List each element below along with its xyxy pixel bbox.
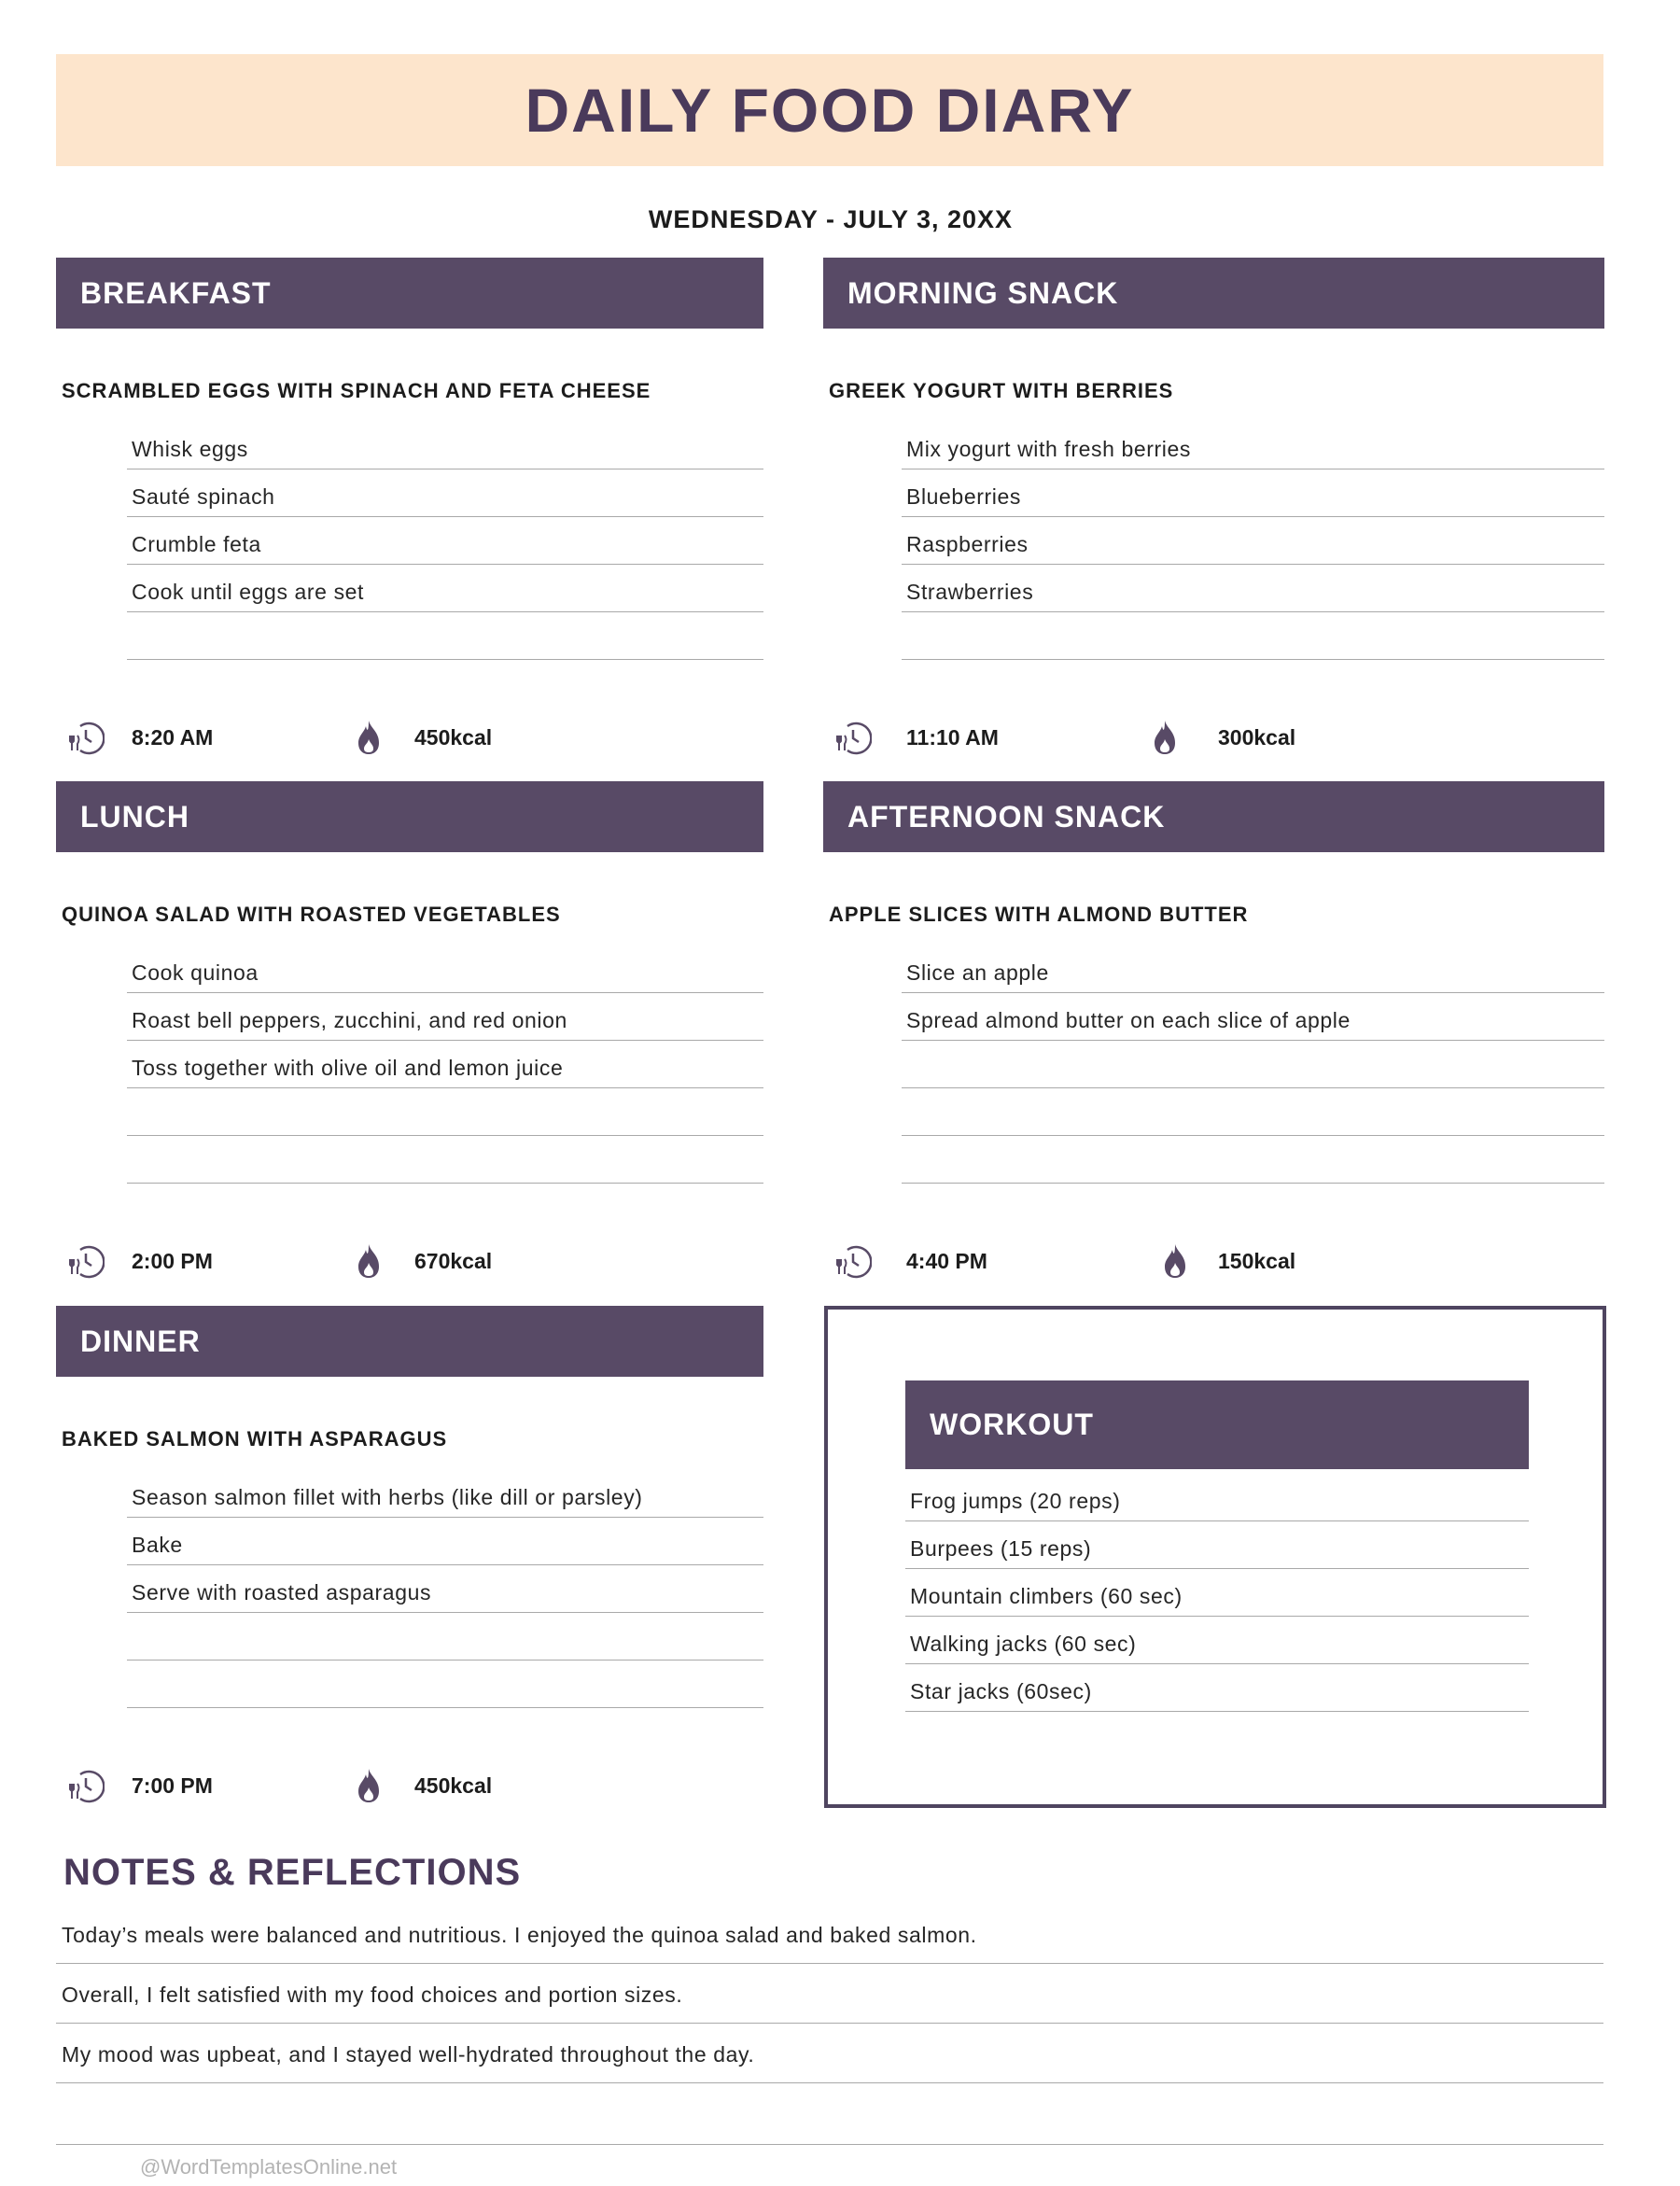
step-line[interactable]: Spread almond butter on each slice of apple [902,993,1604,1041]
step-line[interactable] [902,1088,1604,1136]
step-line[interactable] [127,1661,763,1708]
flame-icon [353,1767,385,1804]
meal-calories: 450kcal [414,725,493,750]
step-line[interactable]: Cook quinoa [127,946,763,993]
step-line[interactable]: Toss together with olive oil and lemon juice [127,1041,763,1088]
meal-calories: 670kcal [414,1249,493,1273]
lunch-dish: QUINOA SALAD WITH ROASTED VEGETABLES [62,903,561,926]
dinner-dish: BAKED SALMON WITH ASPARAGUS [62,1427,448,1450]
clock-cutlery-icon [67,719,105,756]
workout-items [905,1474,1529,1712]
flame-icon [353,719,385,756]
morning-snack-dish: GREEK YOGURT WITH BERRIES [829,379,1174,402]
step-line[interactable]: Mix yogurt with fresh berries [902,422,1604,469]
step-line[interactable] [902,612,1604,660]
step-line[interactable]: Sauté spinach [127,469,763,517]
meal-time: 11:10 AM [906,725,999,750]
lunch-meta [56,1242,763,1280]
step-line[interactable]: Roast bell peppers, zucchini, and red onion [127,993,763,1041]
title-banner [56,54,1603,166]
note-line[interactable]: My mood was upbeat, and I stayed well-hydrated throughout the day. [56,2024,1603,2083]
step-line[interactable]: Raspberries [902,517,1604,565]
dinner-header: DINNER [56,1306,763,1377]
lunch-header: LUNCH [56,781,763,852]
morning-snack-steps [902,422,1604,660]
flame-icon [1149,719,1181,756]
footer-divider [56,2144,1603,2145]
footer-credit: @WordTemplatesOnline.net [140,2155,398,2179]
dinner-section [56,1306,763,1798]
breakfast-steps [127,422,763,660]
step-line[interactable]: Blueberries [902,469,1604,517]
flame-icon [353,1242,385,1280]
lunch-section [56,781,763,1273]
meal-time: 8:20 AM [132,725,214,750]
workout-line[interactable]: Walking jacks (60 sec) [905,1617,1529,1664]
dinner-steps [127,1470,763,1708]
meal-calories: 300kcal [1218,725,1296,750]
step-line[interactable] [902,1136,1604,1184]
diary-date: WEDNESDAY - JULY 3, 20XX [648,205,1014,233]
workout-line[interactable]: Star jacks (60sec) [905,1664,1529,1712]
notes-title: NOTES & REFLECTIONS [63,1852,522,1893]
breakfast-section [56,258,763,750]
clock-cutlery-icon [834,1242,872,1280]
step-line[interactable] [127,1088,763,1136]
workout-line[interactable]: Mountain climbers (60 sec) [905,1569,1529,1617]
meal-calories: 150kcal [1218,1249,1296,1273]
morning-snack-section [823,258,1604,750]
notes-lines [56,1904,1603,2083]
dinner-meta [56,1767,763,1804]
note-line[interactable]: Overall, I felt satisfied with my food choices and portion sizes. [56,1964,1603,2024]
workout-header: WORKOUT [905,1380,1529,1469]
workout-line[interactable]: Burpees (15 reps) [905,1521,1529,1569]
meal-time: 4:40 PM [906,1249,987,1273]
step-line[interactable] [127,1613,763,1661]
meal-calories: 450kcal [414,1773,493,1798]
clock-cutlery-icon [67,1767,105,1804]
step-line[interactable]: Whisk eggs [127,422,763,469]
step-line[interactable]: Crumble feta [127,517,763,565]
breakfast-meta [56,719,763,756]
flame-icon [1159,1242,1191,1280]
step-line[interactable] [902,1041,1604,1088]
breakfast-dish: SCRAMBLED EGGS WITH SPINACH AND FETA CHEESE [62,379,651,402]
step-line[interactable]: Cook until eggs are set [127,565,763,612]
step-line[interactable] [127,1136,763,1184]
afternoon-snack-section [823,781,1604,1273]
step-line[interactable]: Strawberries [902,565,1604,612]
note-line[interactable]: Today’s meals were balanced and nutritious. I enjoyed the quinoa salad and baked salmon. [56,1904,1603,1964]
clock-cutlery-icon [67,1242,105,1280]
step-line[interactable]: Bake [127,1518,763,1565]
afternoon-snack-dish: APPLE SLICES WITH ALMOND BUTTER [829,903,1249,926]
morning-snack-header: MORNING SNACK [823,258,1604,329]
workout-line[interactable]: Frog jumps (20 reps) [905,1474,1529,1521]
step-line[interactable]: Serve with roasted asparagus [127,1565,763,1613]
step-line[interactable] [127,612,763,660]
page-title: DAILY FOOD DIARY [525,76,1135,145]
clock-cutlery-icon [834,719,872,756]
breakfast-header: BREAKFAST [56,258,763,329]
workout-box [824,1306,1606,1808]
meal-time: 7:00 PM [132,1773,213,1798]
step-line[interactable]: Slice an apple [902,946,1604,993]
lunch-steps [127,946,763,1184]
afternoon-snack-steps [902,946,1604,1184]
afternoon-snack-header: AFTERNOON SNACK [823,781,1604,852]
morning-snack-meta [823,719,1604,756]
step-line[interactable]: Season salmon fillet with herbs (like dill or parsley) [127,1470,763,1518]
meal-time: 2:00 PM [132,1249,213,1273]
afternoon-snack-meta [823,1242,1604,1280]
